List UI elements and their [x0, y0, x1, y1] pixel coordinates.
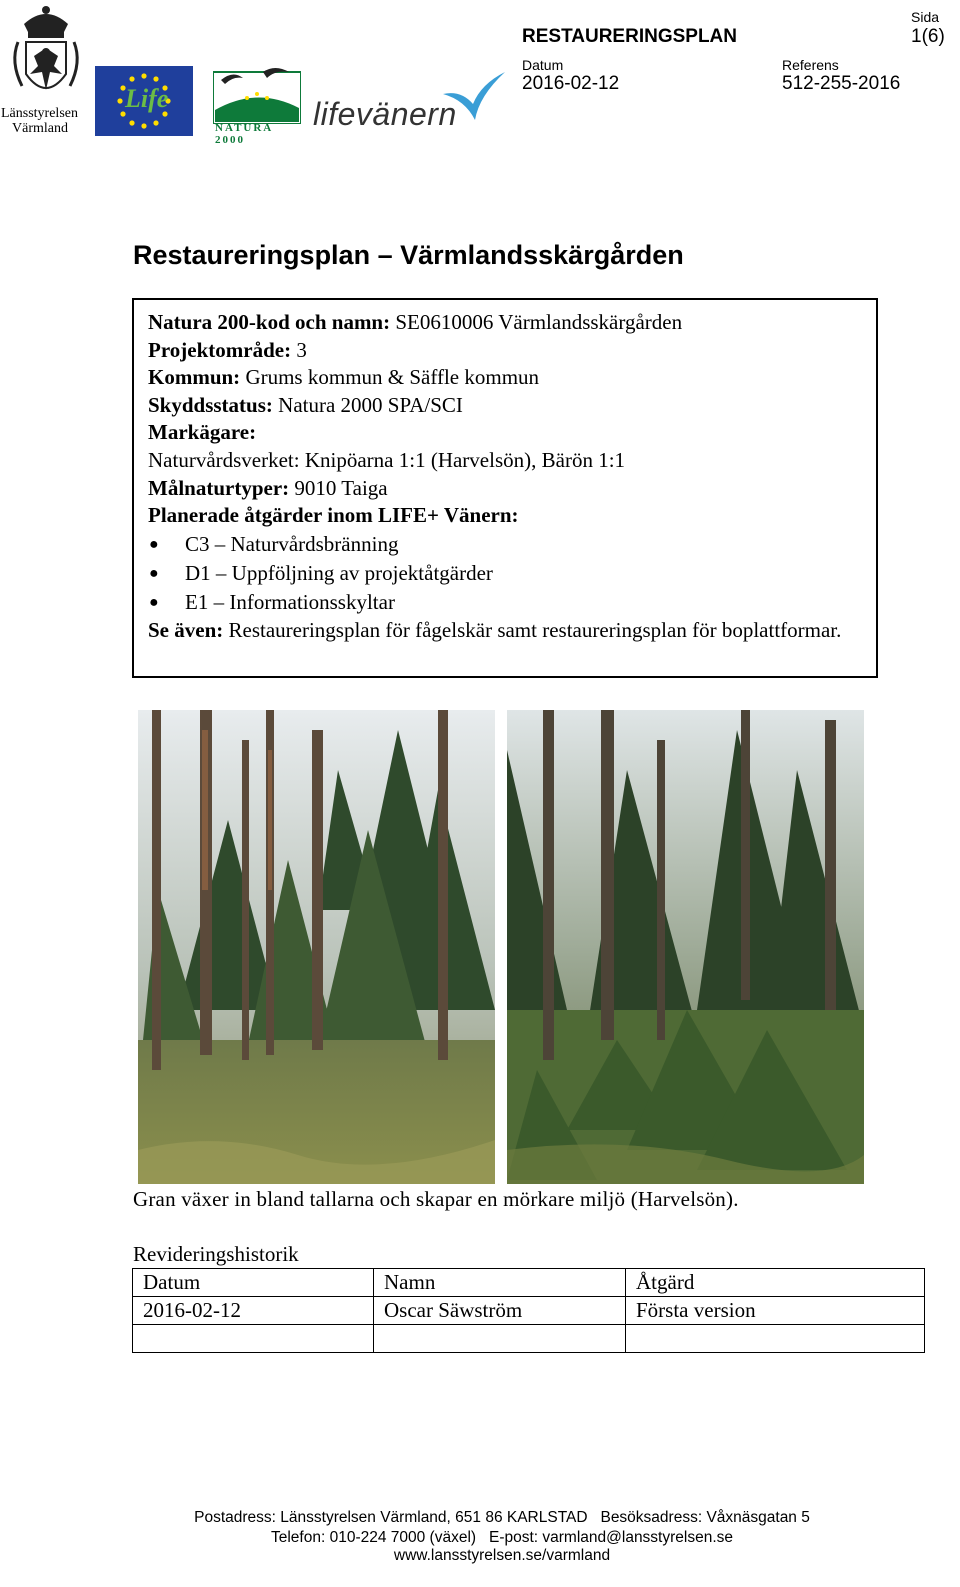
see-also-label: Se även: [148, 617, 224, 642]
cell-name: Oscar Säwström [374, 1297, 626, 1325]
revision-history-title: Revideringshistorik [133, 1242, 299, 1266]
cell-action: Första version [626, 1297, 925, 1325]
eu-life-logo [95, 66, 193, 136]
page-title: Restaureringsplan – Värmlandsskärgården [133, 240, 684, 270]
header-name: Namn [374, 1269, 626, 1297]
municipality-line [148, 364, 862, 392]
lansstyrelsen-logo [0, 2, 92, 140]
natura-code-value: SE0610006 Värmlandsskärgården [390, 310, 683, 334]
cell-action [626, 1325, 925, 1353]
cell-date [133, 1325, 374, 1353]
cell-date: 2016-02-12 [133, 1297, 374, 1325]
lifevanern-text: lifevänern [313, 96, 457, 132]
natura-code-line [148, 309, 862, 337]
header-action: Åtgärd [626, 1269, 925, 1297]
footer-contact: Telefon: 010-224 7000 (växel) E-post: varmland@lansstyrelsen.se [270, 1529, 734, 1546]
natura-code-label: Natura 200-kod och namn: [148, 310, 391, 334]
protection-status-label: Skyddsstatus: [148, 392, 273, 417]
revision-history-table [132, 1268, 925, 1353]
forest-photo-left [138, 710, 495, 1184]
photo-caption: Gran växer in bland tallarna och skapar en mörkare miljö (Harvelsön). [133, 1187, 739, 1211]
see-also-line [148, 617, 862, 645]
project-area-line [148, 337, 862, 365]
municipality-value: Grums kommun & Säffle kommun [240, 365, 540, 390]
lifevanern-logo [313, 70, 508, 140]
planned-actions-label: Planerade åtgärder inom LIFE+ Vänern: [148, 503, 519, 528]
see-also-value: Restaureringsplan för fågelskär samt restaureringsplan för boplattformar. [223, 617, 842, 642]
list-item [148, 530, 862, 559]
bullet-icon: ● [149, 593, 159, 611]
info-box [132, 298, 878, 678]
table-row [133, 1325, 925, 1353]
lansstyrelsen-region: Värmland [12, 121, 68, 136]
list-item [148, 559, 862, 588]
life-text: Life [125, 84, 169, 113]
table-row [133, 1297, 925, 1325]
bullet-icon: ● [149, 564, 159, 582]
page-number: 1(6) [911, 26, 945, 47]
natura-text: NATURA 2000 [215, 122, 273, 146]
coat-of-arms-icon [0, 2, 92, 106]
reference-value: 512-255-2016 [782, 73, 901, 94]
action-item-d1: D1 – Uppföljning av projektåtgärder [185, 560, 493, 585]
target-habitat-value: 9010 Taiga [289, 475, 388, 500]
table-header-row [133, 1269, 925, 1297]
target-habitat-line [148, 475, 862, 503]
header-date: Datum [133, 1269, 374, 1297]
forest-photo-right [507, 710, 864, 1184]
action-item-c3: C3 – Naturvårdsbränning [185, 531, 399, 556]
action-item-e1: E1 – Informationsskyltar [185, 589, 395, 614]
footer-website[interactable]: www.lansstyrelsen.se/varmland [393, 1547, 611, 1564]
project-area-label: Projektområde: [148, 337, 292, 362]
project-area-value: 3 [291, 337, 307, 362]
footer-address: Postadress: Länsstyrelsen Värmland, 651 86 KARLSTAD Besöksadress: Våxnäsgatan 5 [194, 1509, 810, 1526]
date-value: 2016-02-12 [522, 73, 620, 94]
cell-name [374, 1325, 626, 1353]
document-type: RESTAURERINGSPLAN [522, 26, 737, 47]
bullet-icon: ● [149, 535, 159, 553]
list-item [148, 588, 862, 617]
municipality-label: Kommun: [148, 365, 241, 390]
date-label: Datum [522, 57, 564, 73]
planned-actions-line [148, 502, 862, 530]
landowner-label: Markägare: [148, 420, 257, 445]
landowner-value: Naturvårdsverket: Knipöarna 1:1 (Harvelsön), Bärön 1:1 [148, 447, 626, 472]
reference-label: Referens [782, 57, 839, 73]
target-habitat-label: Målnaturtyper: [148, 475, 290, 500]
natura-2000-logo [213, 62, 301, 146]
protection-status-line [148, 392, 862, 420]
lansstyrelsen-name: Länsstyrelsen [1, 106, 78, 121]
protection-status-value: Natura 2000 SPA/SCI [272, 392, 463, 417]
natura-birds-icon [213, 62, 301, 124]
landowner-label-line [148, 419, 862, 447]
page-label: Sida [911, 9, 940, 25]
